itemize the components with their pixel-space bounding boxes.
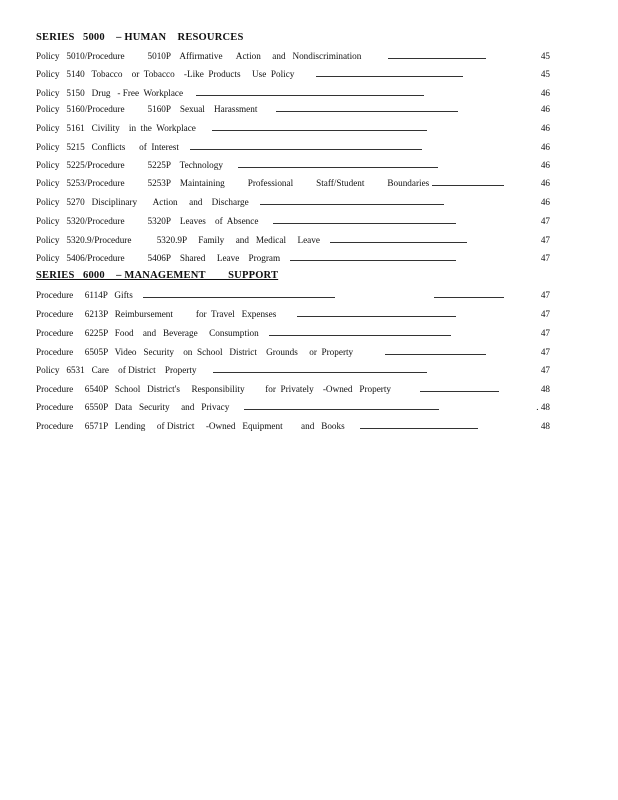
leader-line [330,242,467,243]
toc-entry [36,140,550,154]
leader-line [244,409,439,410]
entry-text: Policy 5150 Drug - Free Workplace [36,88,184,98]
leader-line [190,149,422,150]
entry-text: Procedure 6213P Reimbursement for Travel Expenses [36,309,277,319]
toc-entry [36,121,550,135]
entry-page: 46 [540,160,550,170]
leader-line [420,391,499,392]
leader-line [196,95,424,96]
section-title-6000: SERIES 6000 – MANAGEMENT SUPPORT [36,270,279,281]
leader-line [238,167,438,168]
leader-line [388,58,486,59]
entry-text: Policy 5320.9/Procedure 5320.9P Family and Medical Leave [36,235,320,245]
entry-text: Policy 5406/Procedure 5406P Shared Leave Program [36,253,281,263]
toc-entry [36,363,550,377]
toc-entry [36,214,550,228]
toc-entry [36,382,550,396]
entry-page: 46 [540,178,550,188]
entry-text: Policy 5320/Procedure 5320P Leaves of Absence [36,216,259,226]
entry-text: Policy 6531 Care of District Property [36,365,197,375]
entry-text: Policy 5010/Procedure 5010P Affirmative Action and Nondiscrimination [36,51,362,61]
entry-text: Procedure 6540P School District's Responsibility for Privately -Owned Property [36,384,391,394]
leader-line [385,354,486,355]
leader-line [273,223,456,224]
leader-line [269,335,451,336]
toc-entry [36,158,550,172]
leader-line [360,428,478,429]
entry-page: 47 [540,365,550,375]
entry-text: Policy 5215 Conflicts of Interest [36,142,179,152]
entry-text: Policy 5225/Procedure 5225P Technology [36,160,223,170]
toc-entry [36,288,550,302]
leader-line [434,297,504,298]
toc-entry [36,326,550,340]
entry-text: Procedure 6114P Gifts [36,290,133,300]
entry-text: Procedure 6505P Video Security on School District Grounds or Property [36,347,354,357]
toc-entry [36,67,550,81]
entry-page: 47 [540,290,550,300]
entry-page: 47 [540,235,550,245]
toc-entry [36,49,550,63]
leader-line [143,297,335,298]
entry-text: Policy 5270 Disciplinary Action and Discharge [36,197,249,207]
leader-line [212,130,427,131]
leader-line [276,111,458,112]
entry-text: Policy 5253/Procedure 5253P Maintaining Professional Staff/Student Boundaries [36,178,430,188]
entry-text: Policy 5160/Procedure 5160P Sexual Harassment [36,104,258,114]
toc-entry [36,251,550,265]
entry-page: 47 [540,253,550,263]
toc-entry [36,233,550,247]
leader-line [297,316,456,317]
toc-entry [36,400,550,414]
entry-text: Procedure 6225P Food and Beverage Consumption [36,328,259,338]
entry-page: . 48 [536,402,550,412]
entry-page: 46 [540,88,550,98]
entry-text: Procedure 6550P Data Security and Privacy [36,402,230,412]
leader-line [213,372,427,373]
leader-line [290,260,456,261]
entry-page: 47 [540,347,550,357]
toc-entry [36,345,550,359]
entry-page: 46 [540,123,550,133]
section-title-5000: SERIES 5000 – HUMAN RESOURCES [36,32,244,43]
entry-page: 48 [540,384,550,394]
entry-page: 46 [540,197,550,207]
toc-entry [36,176,550,190]
entry-text: Policy 5140 Tobacco or Tobacco -Like Products Use Policy [36,69,295,79]
entry-text: Policy 5161 Civility in the Workplace [36,123,196,133]
entry-page: 47 [540,309,550,319]
toc-entry [36,419,550,433]
entry-page: 47 [540,216,550,226]
entry-page: 47 [540,328,550,338]
entry-page: 46 [540,104,550,114]
entry-page: 45 [540,51,550,61]
leader-line [432,185,504,186]
toc-entry [36,307,550,321]
entry-page: 46 [540,142,550,152]
entry-page: 48 [540,421,550,431]
leader-line [260,204,444,205]
toc-entry [36,195,550,209]
entry-page: 45 [540,69,550,79]
leader-line [316,76,463,77]
toc-entry [36,102,550,116]
entry-text: Procedure 6571P Lending of District -Owned Equipment and Books [36,421,345,431]
toc-entry [36,86,550,100]
